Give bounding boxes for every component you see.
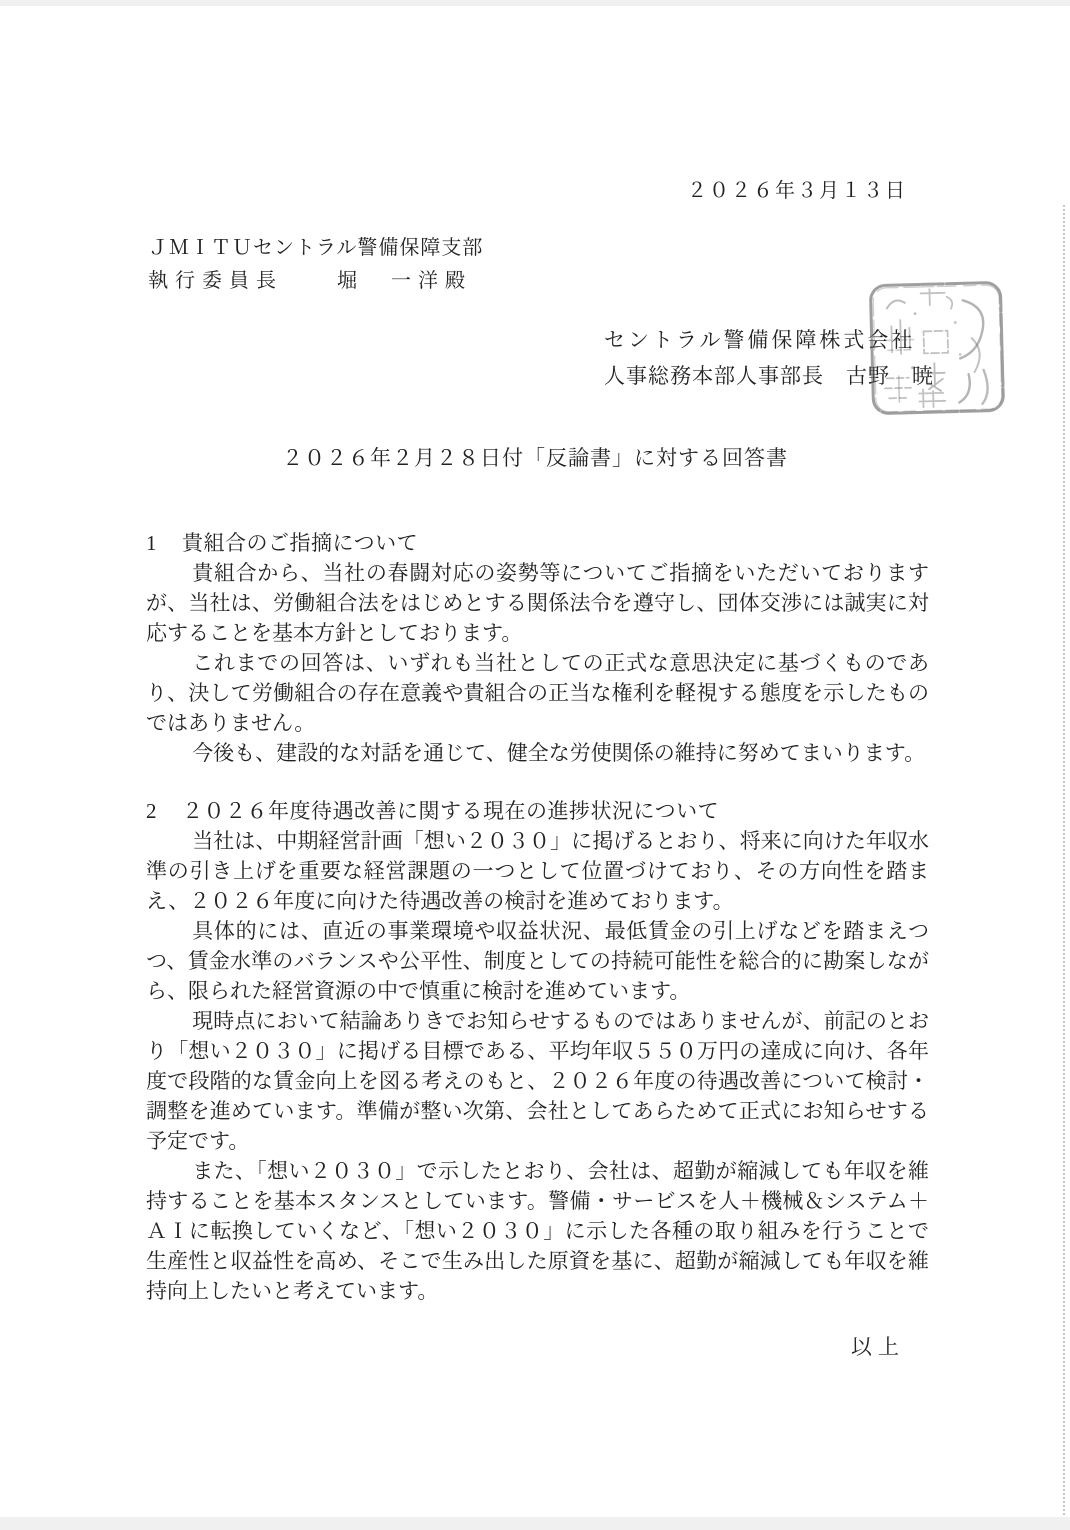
scan-artifact-dotted-line [1063, 205, 1065, 1515]
paragraph: これまでの回答は、いずれも当社としての正式な意思決定に基づくものであり、決して労働組合の存在意義や貴組合の正当な権利を軽視する態度を示したものではありません。 [146, 651, 929, 735]
paragraph: 貴組合から、当社の春闘対応の姿勢等についてご指摘をいただいておりますが、当社は、労働組合法をはじめとする関係法令を遵守し、団体交渉には誠実に対応することを基本方針としております。 [146, 561, 929, 645]
section-heading-label: 貴組合のご指摘について [182, 531, 419, 555]
closing-text: 以上 [851, 1335, 905, 1359]
document-body [146, 528, 929, 1362]
paragraph: 当社は、中期経営計画「想い２０３０」に掲げるとおり、将来に向けた年収水準の引き上げを重要な経営課題の一つとして位置づけており、その方向性を踏まえ、２０２６年度に向けた待遇改善の検討を進めております。 [146, 829, 929, 913]
recipient-person: 執行委員長 堀 一洋殿 [148, 270, 472, 292]
section-number: 1 [146, 531, 157, 555]
section-heading-label: ２０２６年度待遇改善に関する現在の進捗状況について [182, 799, 720, 823]
document-date: ２０２６年３月１３日 [687, 180, 907, 202]
recipient-organization: ＪＭＩＴＵセントラル警備保障支部 [148, 237, 484, 259]
scan-edge-strip-bottom [0, 1517, 1070, 1530]
sender-block [604, 322, 934, 394]
recipient-block [148, 232, 483, 298]
scan-edge-strip-top [0, 0, 1070, 6]
document-title: ２０２６年２月２８日付「反論書」に対する回答書 [282, 446, 788, 470]
sender-company: セントラル警備保障株式会社 [604, 328, 916, 352]
paragraph: 今後も、建設的な対話を通じて、健全な労使関係の維持に努めてまいります。 [192, 741, 926, 765]
paragraph: 具体的には、直近の事業環境や収益状況、最低賃金の引上げなどを踏まえつつ、賃金水準のバランスや公平性、制度としての持続可能性を総合的に勘案しながら、限られた経営資源の中で慎重に検討を進めています。 [146, 919, 929, 1003]
section-heading [146, 796, 929, 826]
section-number: 2 [146, 799, 157, 823]
section-heading [146, 528, 929, 558]
paragraph: また、「想い２０３０」で示したとおり、会社は、超勤が縮減しても年収を維持することを基本スタンスとしています。警備・サービスを人＋機械＆システム＋ＡＩに転換していくなど、「想い２０３０」に示した各種の取り組みを行うことで生産性と収益性を高め、そこで生み出した原資を基に、超勤が縮減しても年収を維持向上したいと考えています。 [146, 1159, 929, 1303]
section-1 [146, 528, 929, 768]
paragraph: 現時点において結論ありきでお知らせするものではありませんが、前記のとおり「想い２０３０」に掲げる目標である、平均年収５５０万円の達成に向け、各年度で段階的な賃金向上を図る考えのもと、２０２６年度の待遇改善について検討・調整を進めています。準備が整い次第、会社としてあらためて正式にお知らせする予定です。 [146, 1009, 929, 1153]
sender-person: 人事総務本部人事部長 古野 暁 [604, 364, 934, 388]
section-2 [146, 796, 929, 1306]
